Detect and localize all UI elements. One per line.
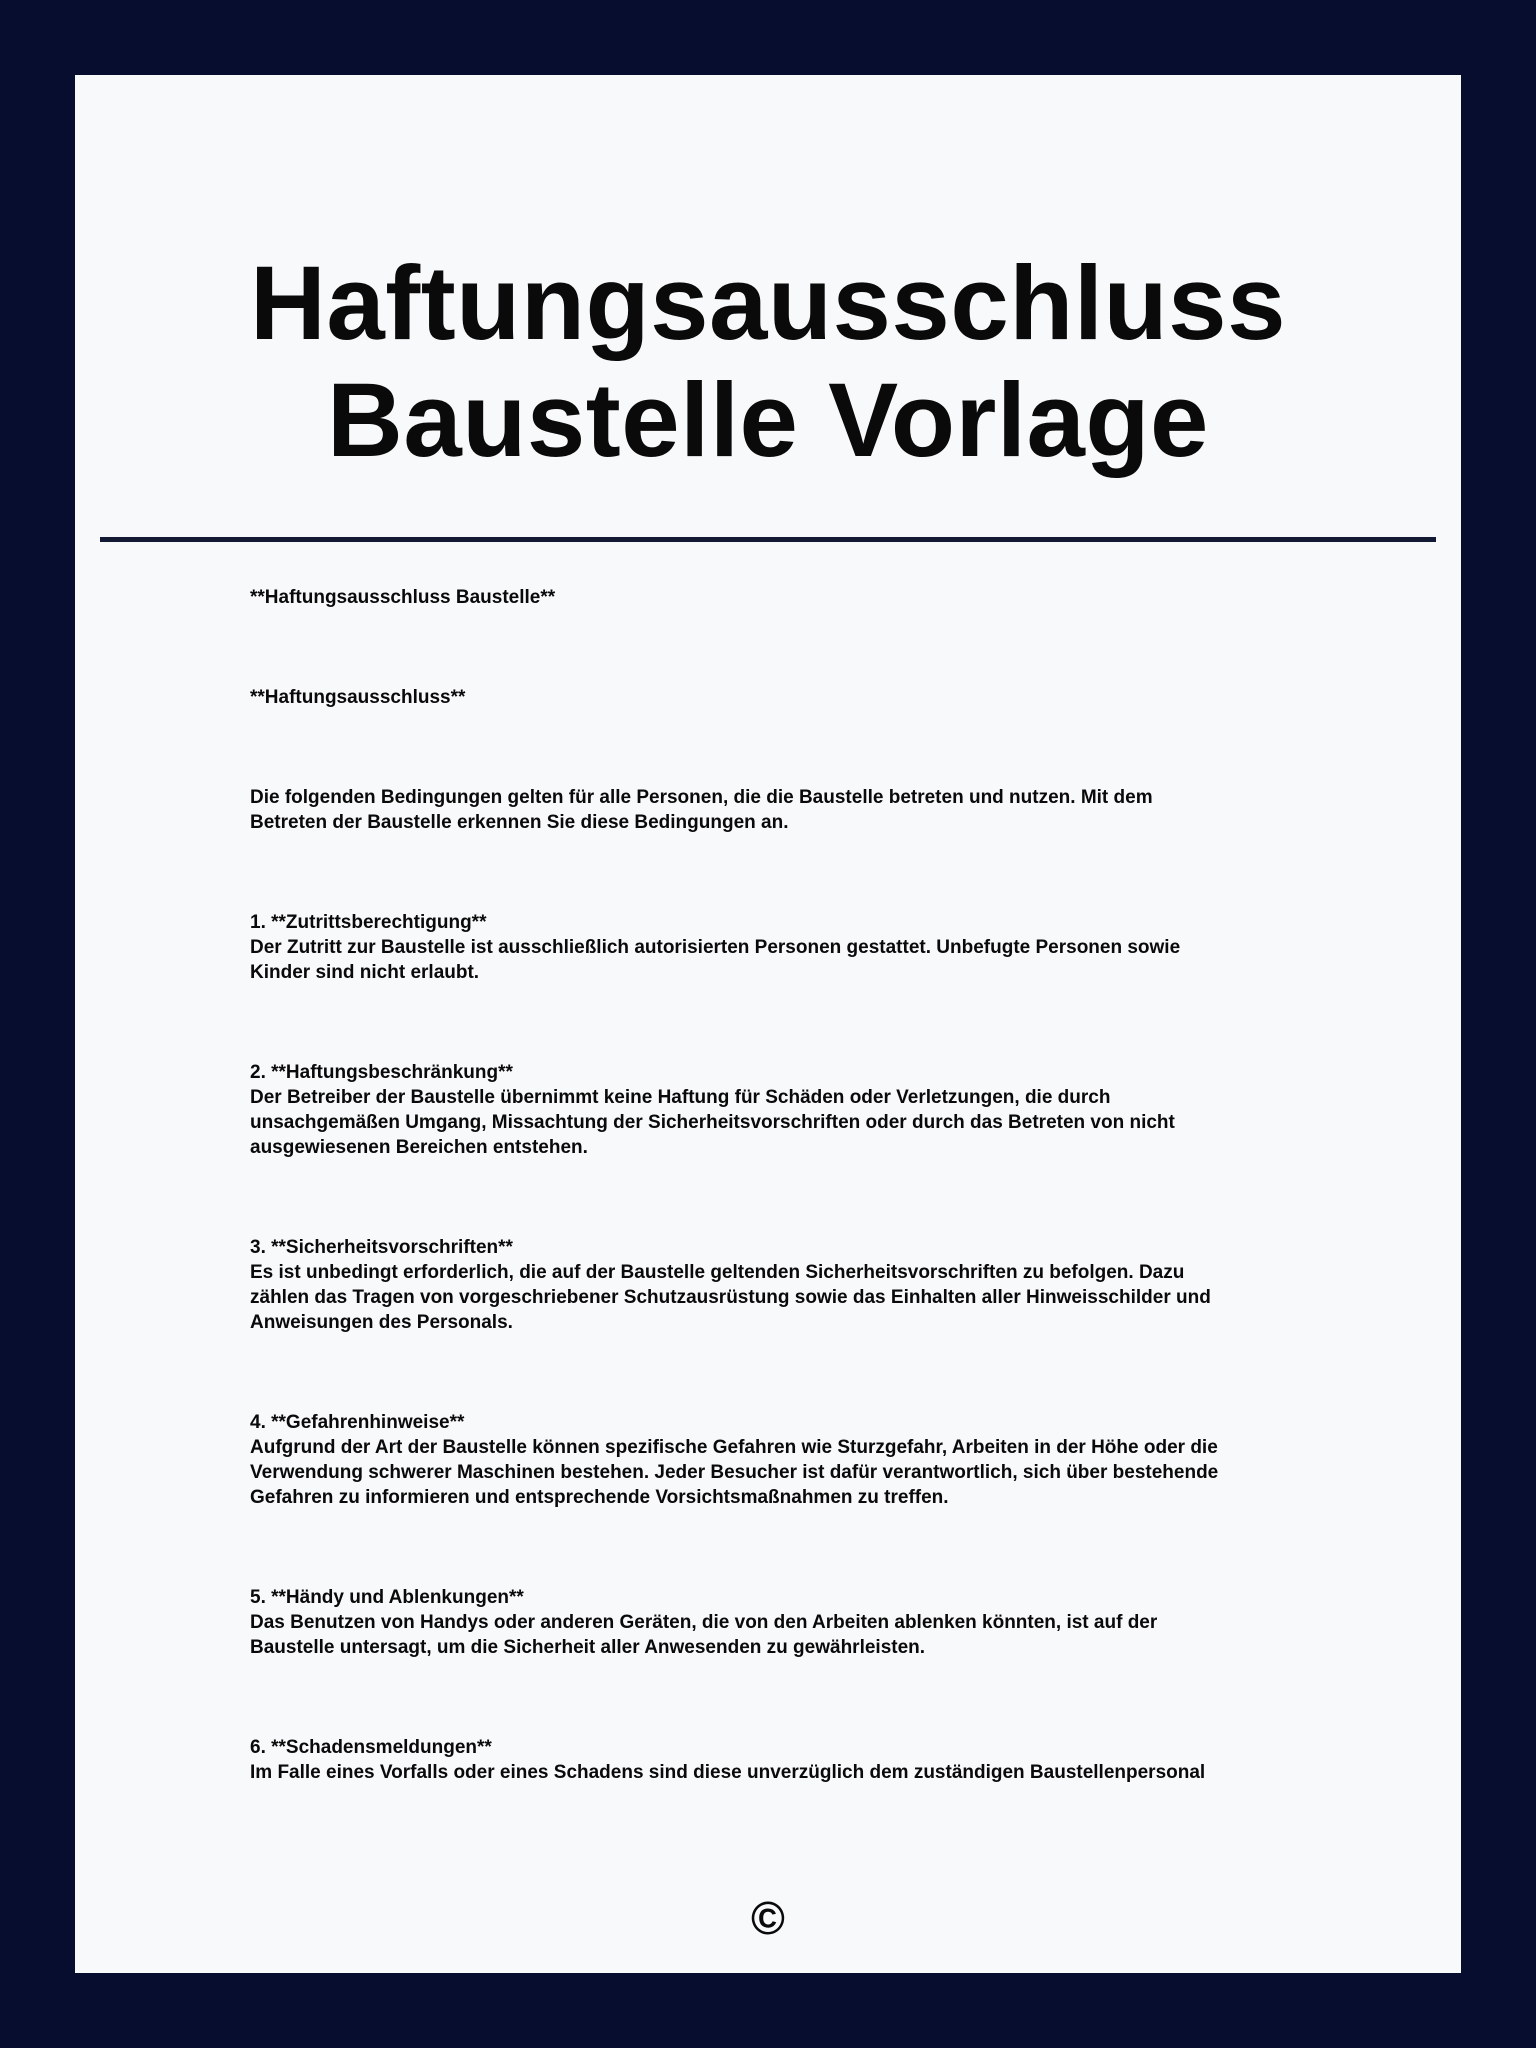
clause-hazard-notices: 4. **Gefahrenhinweise** Aufgrund der Art der Baustelle können spezifische Gefahren wie Sturzgefahr, Arbeiten in der Höhe oder die Verwendung schwerer Maschinen bestehen. Jeder Besucher ist dafür verantwortlich, sich über bestehende Gefahren zu informieren und entsprechende Vorsichtsmaßnahmen zu treffen. bbox=[250, 1412, 1219, 1508]
intro-paragraph: Die folgenden Bedingungen gelten für alle Personen, die die Baustelle betreten und nutzen. Mit dem Betreten der Baustelle erkennen Sie diese Bedingungen an. bbox=[250, 787, 1153, 833]
section-heading-main: **Haftungsausschluss Baustelle** bbox=[250, 587, 556, 608]
clause-phones-distractions: 5. **Händy und Ablenkungen** Das Benutzen von Handys oder anderen Geräten, die von den Arbeiten ablenken könnten, ist auf der Baustelle untersagt, um die Sicherheit aller Anwesenden zu gewährleisten. bbox=[250, 1587, 1158, 1658]
clause-liability-limitation: 2. **Haftungsbeschränkung** Der Betreiber der Baustelle übernimmt keine Haftung für Schäden oder Verletzungen, die durch unsachgemäßen Umgang, Missachtung der Sicherheitsvorschriften oder durch das Betreten von nicht ausgewiesenen Bereichen entstehen. bbox=[250, 1062, 1175, 1158]
clause-safety-regulations: 3. **Sicherheitsvorschriften** Es ist unbedingt erforderlich, die auf der Baustelle geltenden Sicherheitsvorschriften zu befolgen. Dazu zählen das Tragen von vorgeschriebener Schutzausrüstung sowie das Einhalten aller Hinweisschilder und Anweisungen des Personals. bbox=[250, 1237, 1211, 1333]
document-title-line-2: Baustelle Vorlage bbox=[327, 362, 1209, 479]
document-title-line-1: Haftungsausschluss bbox=[250, 245, 1286, 362]
document-page bbox=[75, 75, 1461, 1973]
clause-damage-reports: 6. **Schadensmeldungen** Im Falle eines Vorfalls oder eines Schadens sind diese unverzüglich dem zuständigen Baustellenpersonal bbox=[250, 1737, 1206, 1783]
section-heading-disclaimer: **Haftungsausschluss** bbox=[250, 687, 466, 708]
document-title bbox=[75, 245, 1461, 479]
document-body bbox=[250, 585, 1300, 1785]
title-divider bbox=[100, 537, 1436, 542]
clause-access-authorization: 1. **Zutrittsberechtigung** Der Zutritt zur Baustelle ist ausschließlich autorisierten Personen gestattet. Unbefugte Personen sowie Kinder sind nicht erlaubt. bbox=[250, 912, 1181, 983]
copyright-icon: © bbox=[751, 1892, 785, 1944]
